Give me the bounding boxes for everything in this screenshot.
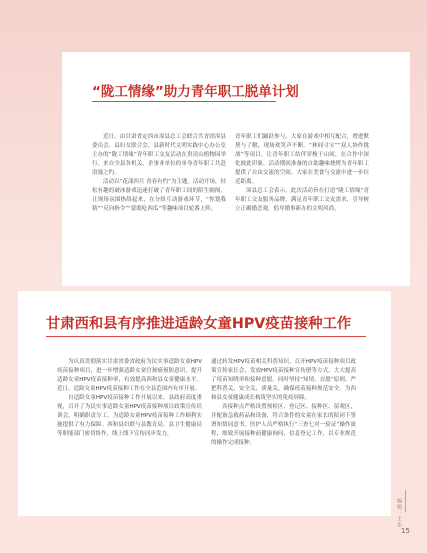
article-2-paragraph: 各接种点严格设置预检区、登记区、接种区、留观区，并配备急救药品和设备，符合条件的女童在家长的陪同下签署知情同意书，医护人员严格执行“三查七对一验证”操作流程，细致开展接种前健康询问、信息登记工作，以专业规范的操作完成接种。 bbox=[211, 404, 356, 446]
article-1-paragraph: 近日，由甘肃省定西市漳县总工会联合共青团漳县委员会、县妇女联合会、县新时代文明实践中心办公室主办的“陇工情缘”青年职工交友活动在贵清山植物园举行。来自全县各机关、企事业单位的单身青年职工共赴浪漫之约。 bbox=[92, 134, 226, 176]
article-1-divider bbox=[92, 101, 276, 102]
article-2-left-column bbox=[57, 358, 202, 439]
editor-label: 编辑：王乐 bbox=[396, 498, 402, 528]
article-1-left-column bbox=[92, 133, 226, 214]
article-1-title: “陇工情缘”助力青年职工脱单计划 bbox=[92, 84, 299, 100]
article-1-paragraph: 漳县总工会表示，此次活动旨在打造“陇工情缘”青年职工交友服务品牌，满足青年职工交友需求，引导树立正确婚恋观，倡导婚事新办的文明风尚。 bbox=[235, 188, 369, 212]
article-2-divider bbox=[46, 336, 366, 337]
article-2-paragraph: 为认真贯彻落实甘肃省委省政府为民实事适龄女童HPV疫苗接种项目，进一步增强适龄女童宫颈癌预防意识，提升适龄女童HPV疫苗接种率，有效提高西和县女童健康水平。近日，适龄女童HPV疫苗接种工作在全县范围内有序开展。 bbox=[57, 359, 202, 392]
article-1-right-column bbox=[235, 133, 369, 214]
article-1-paragraph: 活动以“花漾四月 青春有约”为主题。活动开场，轻松有趣的破冰游戏迅速打破了青年职工间的陌生隔阂，让现场氛围热络起来，在分组互动游戏环节，“你划我猜”“反向指令”“蒙眼吃西瓜”等趣味项目轮番上阵， bbox=[92, 179, 226, 212]
article-2-paragraph: 自适龄女童HPV疫苗接种工作开展以来，县政府高度重视，召开了为民实事适龄女童HPV疫苗接种项目政策宣传培训会，明确职责分工，为适龄女童HPV疫苗接种工作顺利实施提供了有力保障。西和县妇联与县教育局、县卫生健康局等职能部门密切协作，线上线下宣传同步发力， bbox=[57, 395, 202, 437]
page-number: 15 bbox=[401, 527, 410, 535]
side-accent-bar bbox=[405, 490, 406, 512]
article-2-title: 甘肃西和县有序推进适龄女童HPV疫苗接种工作 bbox=[46, 316, 352, 332]
article-2-right-column bbox=[211, 358, 356, 448]
article-2-paragraph: 通过转发HPV疫苗相关科普知识，召开HPV疫苗接种项目政策宣传家长会，发放HPV疫苗接种宣传册等方式，大大提高了疫苗知晓率和接种意愿。同时坚持“知情、自愿”原则，严把科普关、安全关、质量关，确保疫苗接种规范安全。为西和县女童健康成长构筑坚实的免疫屏障。 bbox=[211, 359, 356, 401]
article-1-paragraph: 青年职工们踊跃参与。大家在游戏中相互配合，增进默契与了解，现场欢笑声不断。“林间寻宝”“双人协作挑战”等项目，让青年职工结伴穿梭于山间，在合作中深化彼此印象。活动期间准备的自助趣味烧烤为青年职工提供了自由交流的空间，大家在美食与交流中进一步拉近距离。 bbox=[235, 134, 369, 185]
